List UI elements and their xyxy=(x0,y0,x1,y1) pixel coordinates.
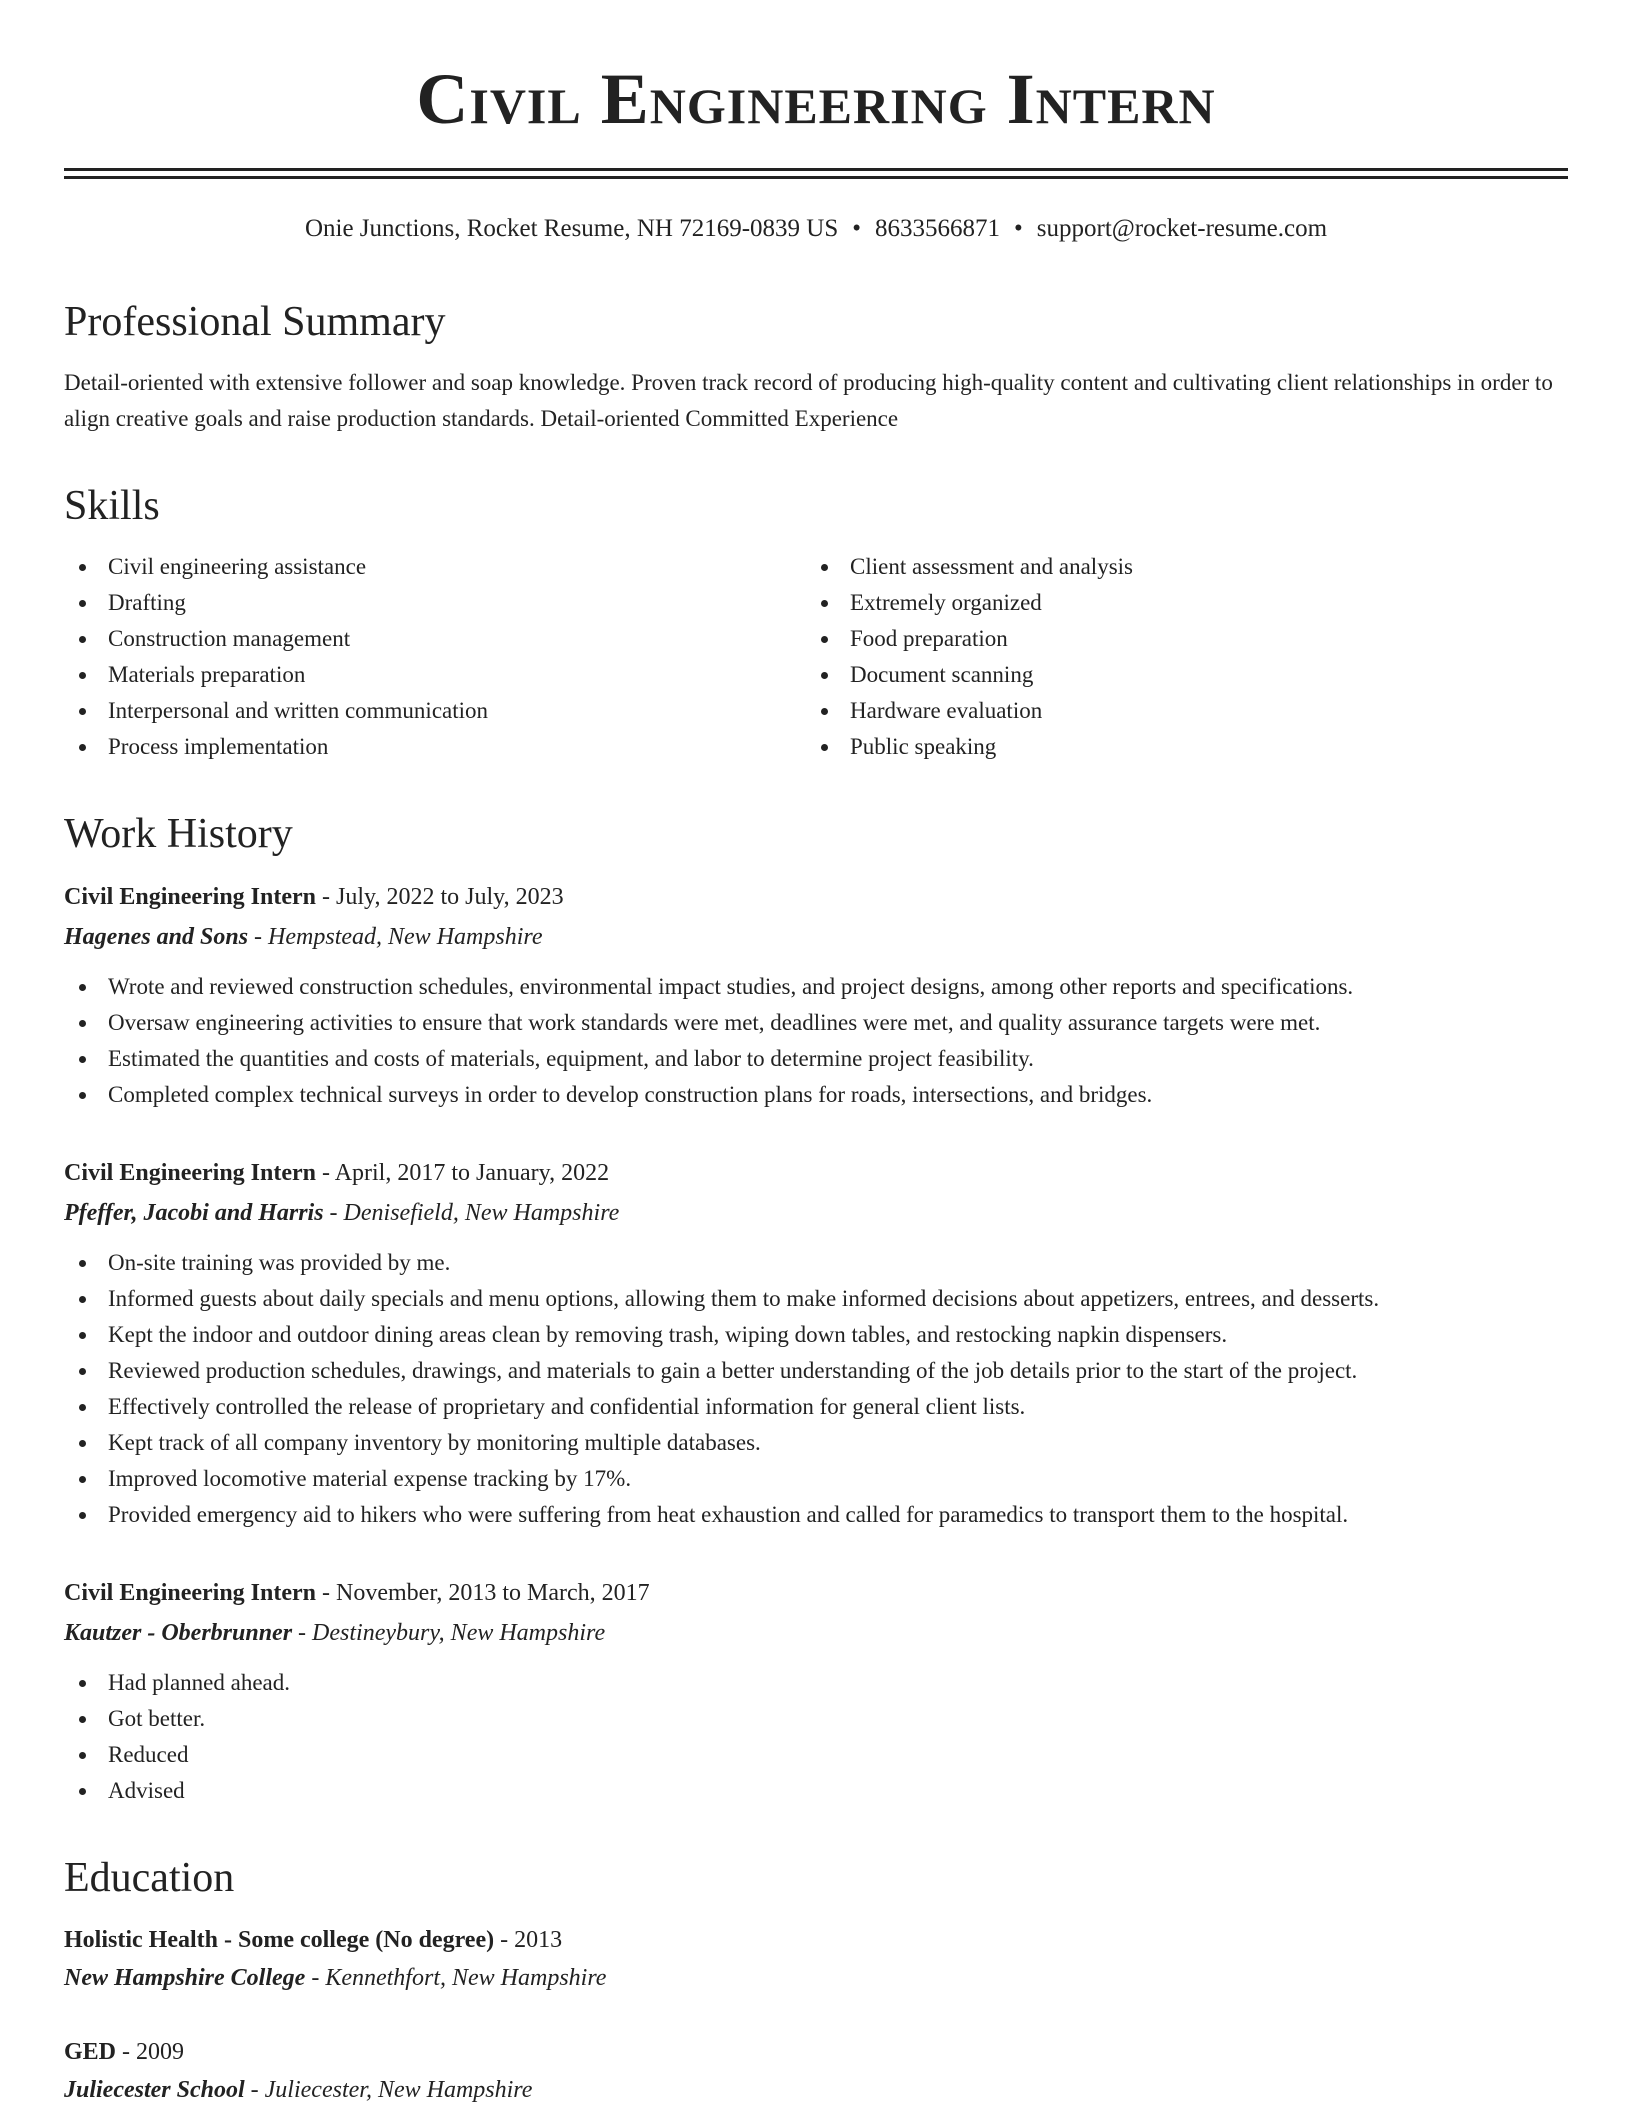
company-location: Denisefield, New Hampshire xyxy=(343,1200,620,1226)
job-bullet: On-site training was provided by me. xyxy=(64,1245,1568,1281)
education-entry xyxy=(64,1921,1568,1997)
job-bullet: Informed guests about daily specials and menu options, allowing them to make informed decisions about appetizers, entrees, and desserts. xyxy=(64,1281,1568,1317)
job-bullet: Improved locomotive material expense tracking by 17%. xyxy=(64,1461,1568,1497)
dash: - xyxy=(116,2039,137,2065)
dash: - xyxy=(316,884,337,910)
skills-list xyxy=(64,549,1568,765)
job-entry xyxy=(64,877,1568,1113)
job-entry xyxy=(64,1153,1568,1533)
work-history-heading: Work History xyxy=(64,811,293,857)
degree-line xyxy=(64,2033,1568,2071)
summary-heading: Professional Summary xyxy=(64,299,446,345)
job-title-line xyxy=(64,1573,1568,1613)
job-bullet: Kept the indoor and outdoor dining areas clean by removing trash, wiping down tables, and restocking napkin dispensers. xyxy=(64,1317,1568,1353)
company-line xyxy=(64,1613,1568,1653)
contact-phone: 8633566871 xyxy=(875,215,1000,242)
dash: - xyxy=(316,1160,335,1186)
skill-item: Client assessment and analysis xyxy=(806,549,1548,585)
resume-title: Civil Engineering Intern xyxy=(416,59,1216,139)
dash: - xyxy=(248,924,269,950)
job-title-line xyxy=(64,877,1568,917)
job-bullets xyxy=(64,1665,1568,1809)
contact-email: support@rocket-resume.com xyxy=(1036,215,1328,242)
skill-item: Process implementation xyxy=(64,729,806,765)
skill-item: Food preparation xyxy=(806,621,1548,657)
company-name: Kautzer - Oberbrunner xyxy=(64,1620,293,1646)
school-location: Juliecester, New Hampshire xyxy=(264,2077,533,2103)
company-line xyxy=(64,917,1568,957)
job-bullets xyxy=(64,1245,1568,1533)
skill-item: Construction management xyxy=(64,621,806,657)
skill-item: Extremely organized xyxy=(806,585,1548,621)
job-title-line xyxy=(64,1153,1568,1193)
dash: - xyxy=(494,1927,515,1953)
graduation-year: 2013 xyxy=(514,1927,563,1953)
degree-line xyxy=(64,1921,1568,1959)
skill-item: Document scanning xyxy=(806,657,1548,693)
job-bullet: Reviewed production schedules, drawings, and materials to gain a better understanding of the job details prior to the start of the project. xyxy=(64,1353,1568,1389)
skill-item: Hardware evaluation xyxy=(806,693,1548,729)
job-dates: July, 2022 to July, 2023 xyxy=(336,884,564,910)
company-location: Hempstead, New Hampshire xyxy=(268,924,543,950)
job-title: Civil Engineering Intern xyxy=(64,1160,317,1186)
contact-separator: • xyxy=(852,215,861,242)
job-bullet: Effectively controlled the release of proprietary and confidential information for general client lists. xyxy=(64,1389,1568,1425)
job-title: Civil Engineering Intern xyxy=(64,1580,317,1606)
dash: - xyxy=(305,1965,326,1991)
skills-column-right xyxy=(806,549,1548,765)
resume-page xyxy=(64,0,1568,2112)
job-dates: November, 2013 to March, 2017 xyxy=(336,1580,650,1606)
job-bullet: Provided emergency aid to hikers who were suffering from heat exhaustion and called for paramedics to transport them to the hospital. xyxy=(64,1497,1568,1533)
job-bullets xyxy=(64,969,1568,1113)
job-title: Civil Engineering Intern xyxy=(64,884,317,910)
graduation-year: 2009 xyxy=(136,2039,185,2065)
job-bullet: Kept track of all company inventory by monitoring multiple databases. xyxy=(64,1425,1568,1461)
job-bullet: Reduced xyxy=(64,1737,1568,1773)
job-bullet: Oversaw engineering activities to ensure that work standards were met, deadlines were met, and quality assurance targets were met. xyxy=(64,1005,1568,1041)
skills-heading: Skills xyxy=(64,483,160,529)
job-entry xyxy=(64,1573,1568,1809)
school-line xyxy=(64,2071,1568,2109)
dash: - xyxy=(316,1580,337,1606)
job-bullet: Advised xyxy=(64,1773,1568,1809)
job-bullet: Estimated the quantities and costs of materials, equipment, and labor to determine project feasibility. xyxy=(64,1041,1568,1077)
contact-address: Onie Junctions, Rocket Resume, NH 72169-0839 US xyxy=(304,215,839,242)
job-bullet: Had planned ahead. xyxy=(64,1665,1568,1701)
skill-item: Interpersonal and written communication xyxy=(64,693,806,729)
job-bullet: Wrote and reviewed construction schedules, environmental impact studies, and project designs, among other reports and specifications. xyxy=(64,969,1568,1005)
dash: - xyxy=(244,2077,265,2103)
company-location: Destineybury, New Hampshire xyxy=(312,1620,606,1646)
dash: - xyxy=(323,1200,344,1226)
skill-item: Drafting xyxy=(64,585,806,621)
school-name: New Hampshire College xyxy=(64,1965,306,1991)
title-divider xyxy=(64,168,1568,179)
job-dates: April, 2017 to January, 2022 xyxy=(334,1160,610,1186)
dash: - xyxy=(292,1620,313,1646)
degree: Holistic Health - Some college (No degree) xyxy=(64,1927,495,1953)
skill-item: Public speaking xyxy=(806,729,1548,765)
degree: GED xyxy=(64,2039,117,2065)
skills-column-left xyxy=(64,549,806,765)
school-line xyxy=(64,1959,1568,1997)
summary-text: Detail-oriented with extensive follower and soap knowledge. Proven track record of producing high-quality content and cultivating client relationships in order to align creative goals and raise production standards. Detail-oriented Committed Experience xyxy=(64,370,1553,431)
contact-separator: • xyxy=(1014,215,1023,242)
contact-line xyxy=(64,215,1568,253)
company-name: Pfeffer, Jacobi and Harris xyxy=(64,1200,324,1226)
school-name: Juliecester School xyxy=(64,2077,245,2103)
school-location: Kennethfort, New Hampshire xyxy=(325,1965,607,1991)
skill-item: Materials preparation xyxy=(64,657,806,693)
education-heading: Education xyxy=(64,1855,235,1901)
company-line xyxy=(64,1193,1568,1233)
job-bullet: Got better. xyxy=(64,1701,1568,1737)
job-bullet: Completed complex technical surveys in order to develop construction plans for roads, intersections, and bridges. xyxy=(64,1077,1568,1113)
skill-item: Civil engineering assistance xyxy=(64,549,806,585)
company-name: Hagenes and Sons xyxy=(64,924,249,950)
education-entry xyxy=(64,2033,1568,2109)
